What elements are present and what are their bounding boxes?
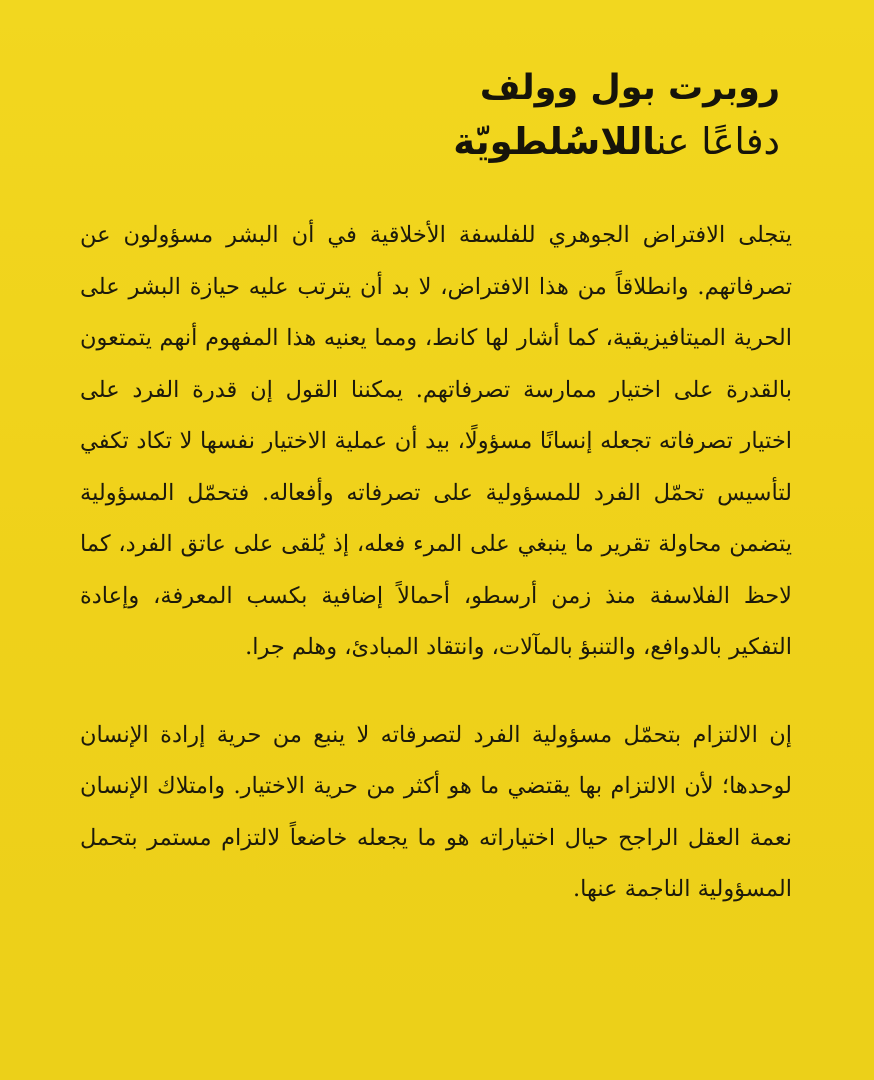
book-title xyxy=(453,116,780,168)
title-prefix: دفاعًا عن xyxy=(656,120,780,163)
blurb-text xyxy=(80,210,792,916)
blurb-paragraph-1: يتجلى الافتراض الجوهري للفلسفة الأخلاقية في أن البشر مسؤولون عن تصرفاتهم. وانطلاقاً من هذا الافتراض، لا بد أن يترتب عليه حيازة البشر على الحرية الميتافيزيقية، كما أشار لها كانط، ومما يعنيه هذا المفهوم أنهم يتمتعون بالقدرة على اختيار ممارسة تصرفاتهم. يمكننا القول إن قدرة الفرد على اختيار تصرفاته تجعله إنسانًا مسؤولًا، بيد أن عملية الاختيار نفسها لا تكاد تكفي لتأسيس تحمّل الفرد للمسؤولية على تصرفاته وأفعاله. فتحمّل المسؤولية يتضمن محاولة تقرير ما ينبغي على المرء فعله، إذ يُلقى على عاتق الفرد، كما لاحظ الفلاسفة منذ زمن أرسطو، أحمالاً إضافية بكسب المعرفة، وإعادة التفكير بالدوافع، والتنبؤ بالمآلات، وانتقاد المبادئ، وهلم جرا. xyxy=(80,222,792,660)
author-name: روبرت بول وولف xyxy=(479,68,780,108)
blurb-paragraph-2: إن الالتزام بتحمّل مسؤولية الفرد لتصرفاته لا ينبع من حرية إرادة الإنسان لوحدها؛ لأن الالتزام بها يقتضي ما هو أكثر من حرية الاختيار. وامتلاك الإنسان نعمة العقل الراجح حيال اختياراته هو ما يجعله خاضعاً لالتزام مستمر بتحمل المسؤولية الناجمة عنها. xyxy=(80,721,792,902)
title-main: اللاسُلطويّة xyxy=(453,120,657,163)
